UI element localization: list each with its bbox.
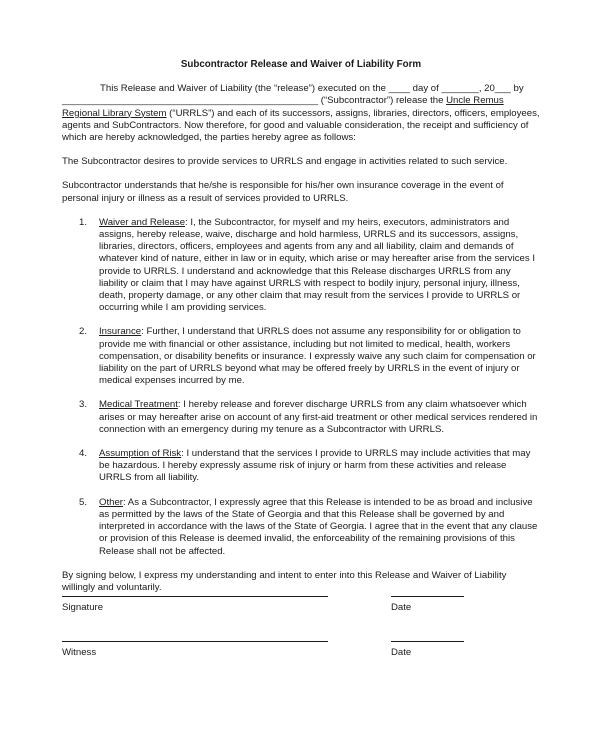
list-item — [62, 217, 540, 315]
library-system-name: Uncle Remus Regional Library System — [62, 95, 504, 119]
intro-text-part2: (“URRLS”) and each of its successors, assigns, libraries, directors, officers, employees, agents and SubContractors. Now therefore, for good and valuable consideration, the receipt and sufficiency of which are hereby acknowledged, the parties hereby agree as follows: — [62, 107, 540, 144]
list-item-text: : I, the Subcontractor, for myself and my heirs, executors, administrators and assigns, hereby release, waive, discharge and hold harmless, URRLS and its successors, assigns, libraries, directors, officers, employees and agents from any and all liability, claim and demands of whatever kind of nature, either in law or in equity, which arise or may hereafter arise from the services I provide to URRLS. I understand and acknowledge that this Release discharges URRLS from any liability or claim that I may have against URRLS with respect to bodily injury, personal injury, illness, death, property damage, or any other claim that may result from the services I provide to URRLS or occurring while I am providing services. — [99, 216, 535, 314]
service-paragraph: The Subcontractor desires to provide services to URRLS and engage in activities related to such service. — [62, 156, 508, 168]
witness-row — [62, 641, 540, 686]
list-item-heading: Other — [99, 496, 123, 508]
list-item — [62, 399, 540, 436]
witness-label: Witness — [62, 647, 97, 658]
list-item-text: : As a Subcontractor, I expressly agree that this Release is intended to be as broad and inclusive as permitted by the laws of the State of Georgia and that this Release shall be governed by and interpreted in accordance with the laws of the State of Georgia. I agree that in the event that any clause or provision of this Release is deemed invalid, the enforceability of the remaining provisions of this Release shall not be affected. — [99, 496, 538, 557]
list-item-number: 1. — [79, 216, 88, 228]
list-item — [62, 326, 540, 387]
list-item — [62, 497, 540, 558]
list-item-number: 2. — [79, 326, 88, 338]
document-title: Subcontractor Release and Waiver of Liability Form — [180, 59, 422, 70]
list-item-number: 5. — [79, 496, 88, 508]
list-item-text: : I understand that the services I provide to URRLS may include activities that may be hazardous. I hereby expressly assume risk of injury or harm from these activities and release URRLS from all liability. — [99, 448, 531, 484]
witness-date-line[interactable] — [391, 641, 464, 642]
signature-block — [62, 596, 540, 686]
list-item-text: : Further, I understand that URRLS does not assume any responsibility for or obligation to provide me with financial or other assistance, including but not limited to medical, health, workers compensation, or disability benefits or insurance. I expressly waive any such claim for compensation or liability on the part of URRLS beyond what may be offered freely by URRLS in the event of injury or medical expenses incurred by me. — [99, 326, 536, 387]
terms-list — [62, 217, 540, 558]
signature-label: Signature — [62, 602, 104, 613]
list-item — [62, 448, 540, 485]
signature-line[interactable] — [62, 596, 328, 597]
insurance-paragraph: Subcontractor understands that he/she is responsible for his/her own insurance coverage in the event of personal injury or illness as a result of services provided to URRLS. — [62, 180, 504, 204]
witness-date-label: Date — [391, 647, 412, 658]
signature-row — [62, 596, 540, 641]
intro-text-part1: This Release and Waiver of Liability (the “release”) executed on the ____ day of _______, 20___ by ________________________________________________ (“Subcontractor”) release the — [62, 83, 524, 107]
list-item-heading: Assumption of Risk — [99, 448, 182, 460]
intro-paragraph — [62, 83, 540, 144]
signature-date-label: Date — [391, 602, 412, 613]
signature-date-line[interactable] — [391, 596, 464, 597]
witness-line[interactable] — [62, 641, 328, 642]
list-item-text: : I hereby release and forever discharge URRLS from any claim whatsoever which arises or may hereafter arise on account of any first-aid treatment or other medical services rendered in connection with an emergency during my tenure as a Subcontractor with URRLS. — [99, 399, 538, 435]
list-item-heading: Medical Treatment — [99, 399, 178, 411]
list-item-number: 3. — [79, 399, 88, 411]
list-item-heading: Waiver and Release — [99, 216, 186, 228]
closing-paragraph: By signing below, I express my understanding and intent to enter into this Release and Waiver of Liability willingly and voluntarily. — [62, 569, 507, 593]
list-item-number: 4. — [79, 448, 88, 460]
list-item-heading: Insurance — [99, 326, 142, 338]
